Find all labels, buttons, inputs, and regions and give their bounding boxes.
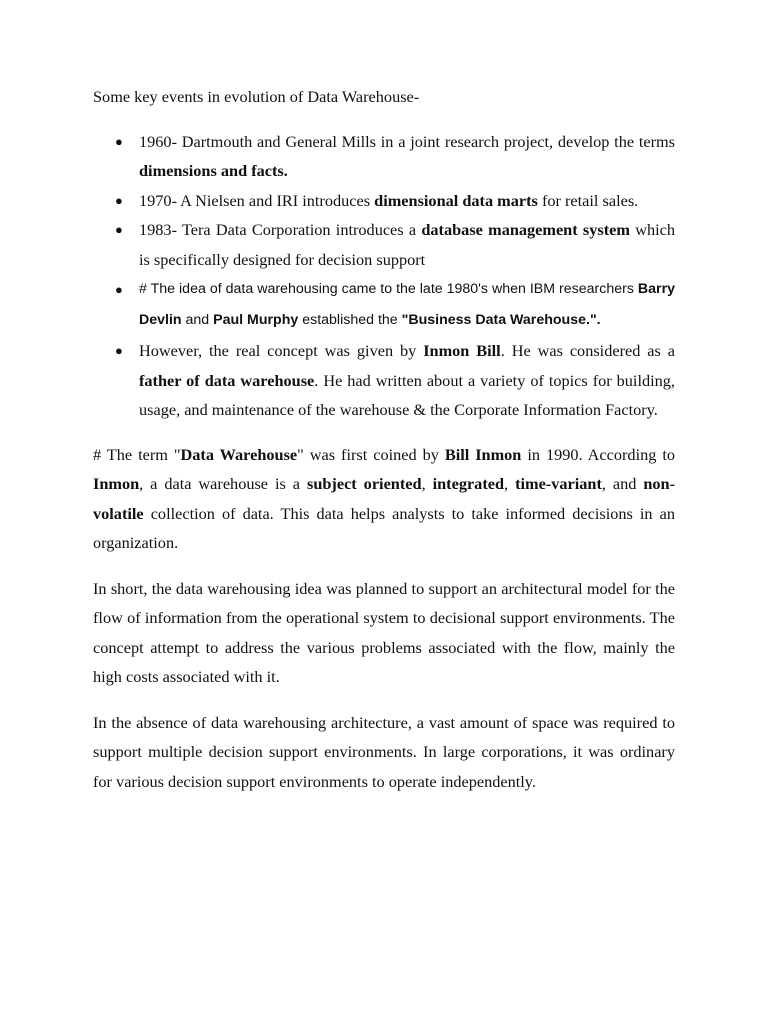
definition-text: collection of data. This data helps analysts to take informed decisions in an organization. [93,503,675,552]
bullet-icon: ● [115,192,123,208]
document-page [93,82,675,796]
event-bold-term: database management system [421,220,630,239]
event-bold-term: Barry Devlin [139,281,675,328]
events-list [93,127,675,425]
bullet-icon: ● [115,282,123,297]
event-bold-term: "Business Data Warehouse.". [401,312,601,328]
event-text: established the [298,312,402,328]
definition-bold-term: non-volatile [93,474,676,523]
definition-text: , and [601,474,644,493]
definition-bold-term: Bill Inmon [444,444,522,464]
summary-paragraph: In short, the data warehousing idea was planned to support an architectural model for the flow of information from the operational system to decisional support environments. The concept attempt to address the various problems associated with the flow, mainly the high costs associated with it. [93,578,675,686]
definition-bold-term: integrated [432,474,505,493]
event-item-inmon [93,336,675,425]
event-text: which is specifically designed for decision support [139,220,675,269]
event-item-1960 [93,127,675,186]
definition-text: , [421,474,433,493]
definition-bold-term: Data Warehouse [180,444,298,464]
event-item-1980s [93,274,675,336]
absence-paragraph: In the absence of data warehousing architecture, a vast amount of space was required to support multiple decision support environments. In large corporations, it was ordinary for various decision support environments to operate independently. [93,712,675,791]
event-text: # The idea of data warehousing came to the late 1980's when IBM researchers [139,281,638,297]
event-text: . He had written about a variety of topics for building, usage, and maintenance of the warehouse & the Corporate Information Factory. [139,370,675,419]
event-text: 1960- Dartmouth and General Mills in a joint research project, develop the terms [139,131,675,151]
event-text: and [181,312,214,328]
intro-heading: Some key events in evolution of Data Warehouse- [93,87,420,106]
definition-text: " was first coined by [297,444,445,464]
event-text: for retail sales. [537,190,639,210]
event-text: However, the real concept was given by [139,341,424,360]
event-bold-term: dimensional data marts [374,190,538,210]
definition-bold-term: subject oriented [306,474,422,493]
event-text: . He was considered as a [500,341,675,360]
definition-text: # The term " [93,444,181,464]
event-item-1983 [93,215,675,274]
event-item-1970 [93,186,675,216]
definition-paragraph [93,440,675,558]
event-text: 1983- Tera Data Corporation introduces a [139,220,422,239]
event-bold-term: Inmon Bill [423,341,501,360]
event-bold-term: dimensions and facts. [139,161,288,180]
event-text: 1970- A Nielsen and IRI introduces [139,190,375,210]
definition-bold-term: time-variant [515,474,602,493]
event-bold-term: Paul Murphy [213,312,299,328]
bullet-icon: ● [115,133,123,149]
bullet-icon: ● [115,222,123,237]
definition-text: , a data warehouse is a [139,474,307,493]
definition-text: , [504,474,516,493]
bullet-icon: ● [115,343,123,358]
definition-bold-term: Inmon [93,474,140,493]
definition-text: in 1990. According to [521,444,675,464]
event-bold-term: father of data warehouse [139,370,315,390]
